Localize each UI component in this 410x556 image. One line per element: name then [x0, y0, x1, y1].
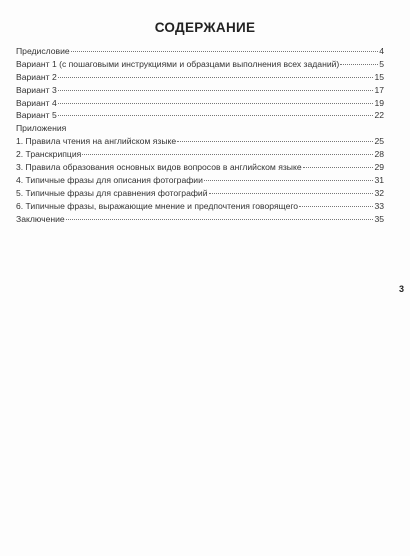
toc-entry-appendix-5: [16, 187, 384, 200]
toc-section-appendices: [16, 122, 384, 135]
toc-entry-page: 33: [374, 200, 384, 211]
toc-entry-variant-1: [16, 58, 384, 71]
toc-entry-page: 35: [374, 213, 384, 224]
toc-entry-variant-3: [16, 84, 384, 97]
toc-entry-label: Вариант 4: [16, 97, 57, 108]
toc-entry-label: 1. Правила чтения на английском языке: [16, 136, 177, 147]
dot-leader: [58, 77, 374, 78]
toc-entry-variant-5: [16, 109, 384, 122]
dot-leader: [303, 167, 374, 168]
toc-entry-page: 15: [374, 71, 384, 82]
dot-leader: [299, 206, 373, 207]
toc-entry-label: Предисловие: [16, 46, 70, 56]
table-of-contents: [16, 45, 384, 225]
toc-entry-label: 3. Правила образования основных видов вопросов в английском языке: [16, 162, 302, 173]
toc-entry-appendix-1: [16, 135, 384, 148]
toc-entry-label: Вариант 5: [16, 110, 57, 121]
toc-entry-label: 6. Типичные фразы, выражающие мнение и предпочтения говорящего: [16, 200, 299, 211]
toc-entry-preface: [16, 45, 384, 58]
dot-leader: [82, 154, 373, 155]
toc-entry-page: 5: [379, 58, 384, 69]
toc-entry-variant-2: [16, 71, 384, 84]
toc-entry-label: 2. Транскрипция: [16, 149, 82, 160]
toc-entry-page: 29: [374, 162, 384, 173]
toc-entry-page: 28: [374, 149, 384, 160]
toc-entry-label: 5. Типичные фразы для сравнения фотографий: [16, 187, 208, 198]
toc-entry-page: 25: [374, 136, 384, 147]
dot-leader: [71, 51, 379, 52]
dot-leader: [340, 64, 378, 65]
toc-entry-appendix-6: [16, 200, 384, 213]
toc-entry-page: 31: [374, 174, 384, 185]
page-number: 3: [398, 284, 404, 294]
toc-entry-label: Заключение: [16, 213, 65, 224]
toc-entry-appendix-2: [16, 148, 384, 161]
toc-entry-label: Вариант 2: [16, 71, 57, 82]
toc-entry-label: Вариант 1 (с пошаговыми инструкциями и образцами выполнения всех заданий): [16, 58, 340, 69]
dot-leader: [58, 115, 374, 116]
toc-entry-label: 4. Типичные фразы для описания фотографии: [16, 174, 203, 185]
toc-entry-variant-4: [16, 97, 384, 110]
toc-entry-label: Вариант 3: [16, 84, 57, 95]
dot-leader: [177, 141, 373, 142]
toc-entry-page: 19: [374, 97, 384, 108]
dot-leader: [58, 103, 374, 104]
dot-leader: [58, 90, 374, 91]
dot-leader: [66, 219, 374, 220]
dot-leader: [204, 180, 374, 181]
toc-entry-page: 32: [374, 187, 384, 198]
toc-entry-page: 17: [374, 84, 384, 95]
toc-entry-conclusion: [16, 213, 384, 226]
toc-entry-page: 4: [379, 46, 384, 56]
toc-entry-appendix-4: [16, 174, 384, 187]
dot-leader: [209, 193, 374, 194]
toc-section-label: Приложения: [16, 123, 67, 134]
toc-title: СОДЕРЖАНИЕ: [154, 20, 256, 35]
toc-entry-page: 22: [374, 110, 384, 121]
toc-entry-appendix-3: [16, 161, 384, 174]
